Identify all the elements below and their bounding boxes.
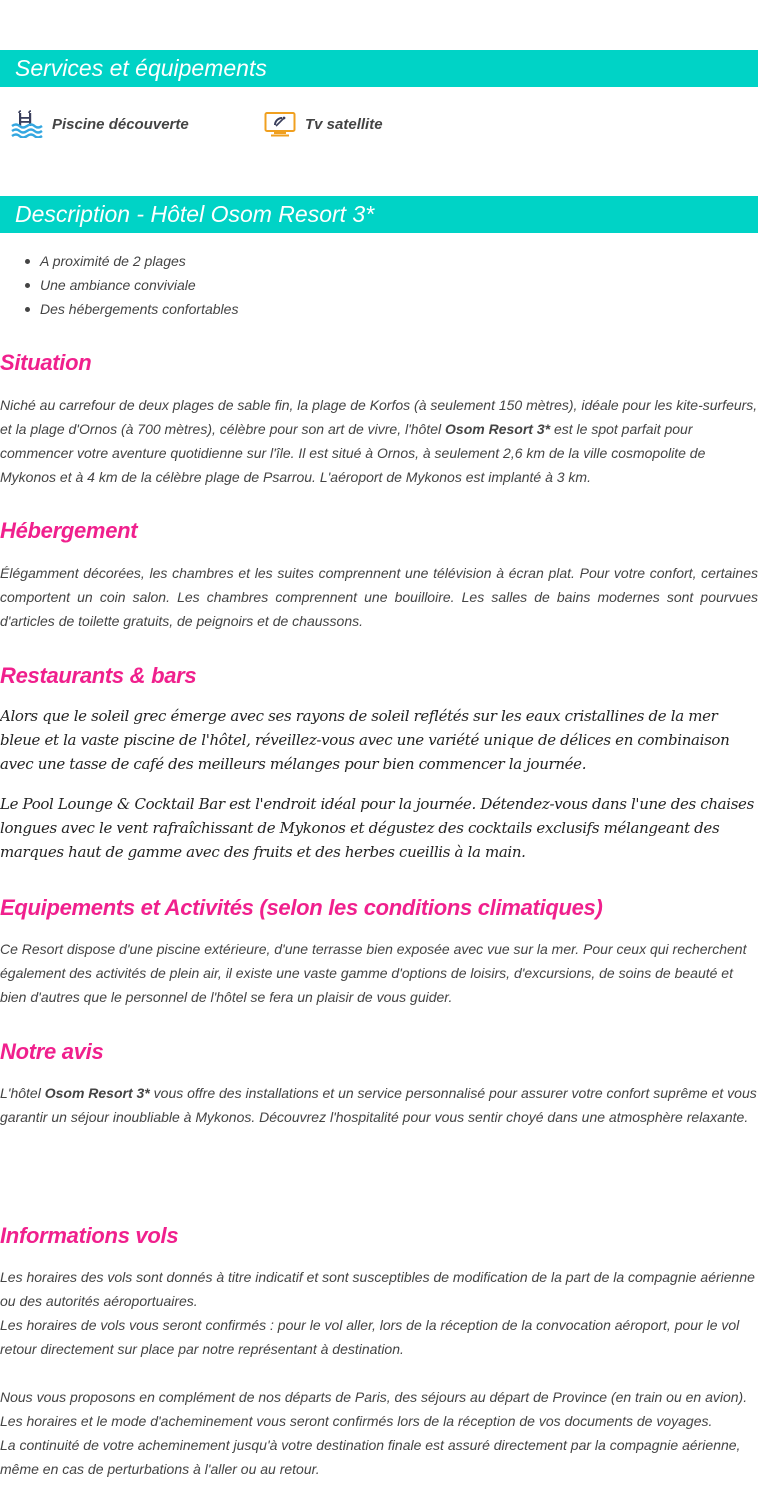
restaurants-heading: Restaurants & bars	[0, 663, 197, 688]
vols-line: Nous vous proposons en complément de nos départs de Paris, des séjours au départ de Province (en train ou en avion).	[0, 1389, 748, 1405]
avis-heading: Notre avis	[0, 1039, 104, 1064]
hotel-name: Osom Resort 3*	[445, 421, 551, 437]
list-item: A proximité de 2 plages	[0, 249, 238, 273]
avis-text: L'hôtel Osom Resort 3* vous offre des installations et un service personnalisé pour assurer votre confort suprême et vous garantir un séjour inoubliable à Mykonos. Découvrez l'hospitalité pour vous sentir choyé dans une atmosphère relaxante.	[0, 1085, 757, 1125]
services-heading: Services et équipements	[0, 50, 758, 87]
service-item-tv	[264, 110, 383, 138]
highlights-list	[0, 249, 238, 321]
vols-line: La continuité de votre acheminement jusqu'à votre destination finale est assuré directement par la compagnie aérienne, même en cas de perturbations à l'aller ou au retour.	[0, 1437, 741, 1477]
vols-line: Les horaires des vols sont donnés à titre indicatif et sont susceptibles de modification de la part de la compagnie aérienne ou des autorités aéroportuaires.	[0, 1269, 755, 1309]
vols-line: Les horaires et le mode d'acheminement vous seront confirmés lors de la réception de vos documents de voyages.	[0, 1413, 713, 1429]
service-label-pool: Piscine découverte	[52, 115, 189, 133]
service-label-tv: Tv satellite	[305, 115, 383, 133]
service-item-pool	[11, 110, 189, 138]
situation-text: Niché au carrefour de deux plages de sable fin, la plage de Korfos (à seulement 150 mètres), idéale pour les kite-surfeurs, et la plage d'Ornos (à 700 mètres), célèbre pour son art de vivre, l'hôtel Osom Resort 3* est le spot parfait pour commencer votre aventure quotidienne sur l'île. Il est situé à Ornos, à seulement 2,6 km de la ville cosmopolite de Mykonos et à 4 km de la célèbre plage de Psarrou. L'aéroport de Mykonos est implanté à 3 km.	[0, 397, 758, 485]
hebergement-text: Élégamment décorées, les chambres et les suites comprennent une télévision à écran plat. Pour votre confort, certaines comportent un coin salon. Les chambres comprennent une bouilloire. Les salles de bains modernes sont pourvues d'articles de toilette gratuits, de peignoirs et de chaussons.	[0, 565, 758, 629]
situation-heading: Situation	[0, 350, 92, 375]
vols-text	[0, 1265, 758, 1481]
list-item: Des hébergements confortables	[0, 297, 238, 321]
description-heading: Description - Hôtel Osom Resort 3*	[0, 196, 758, 233]
list-item: Une ambiance conviviale	[0, 273, 238, 297]
satellite-tv-icon	[264, 110, 296, 138]
vols-line: Les horaires de vols vous seront confirmés : pour le vol aller, lors de la réception de la convocation aéroport, pour le vol retour directement sur place par notre représentant à destination.	[0, 1317, 740, 1357]
hebergement-heading: Hébergement	[0, 518, 138, 543]
hotel-name: Osom Resort 3*	[44, 1085, 150, 1101]
restaurants-paragraph-2: Le Pool Lounge & Cocktail Bar est l'endroit idéal pour la journée. Détendez-vous dans l'une des chaises longues avec le vent rafraîchissant de Mykonos et dégustez des cocktails exclusifs mélangeant des marques haut de gamme avec des fruits et des herbes cueillis à la main.	[0, 795, 754, 861]
restaurants-paragraph-1: Alors que le soleil grec émerge avec ses rayons de soleil reflétés sur les eaux cristallines de la mer bleue et la vaste piscine de l'hôtel, réveillez-vous avec une variété unique de délices en combinaison avec une tasse de café des meilleurs mélanges pour bien commencer la journée.	[0, 707, 730, 773]
equipements-heading: Equipements et Activités (selon les conditions climatiques)	[0, 895, 603, 920]
vols-heading: Informations vols	[0, 1223, 179, 1248]
equipements-text: Ce Resort dispose d'une piscine extérieure, d'une terrasse bien exposée avec vue sur la mer. Pour ceux qui recherchent également des activités de plein air, il existe une vaste gamme d'options de loisirs, d'excursions, de soins de beauté et bien d'autres que le personnel de l'hôtel se fera un plaisir de vous guider.	[0, 941, 747, 1005]
pool-icon	[11, 110, 43, 138]
